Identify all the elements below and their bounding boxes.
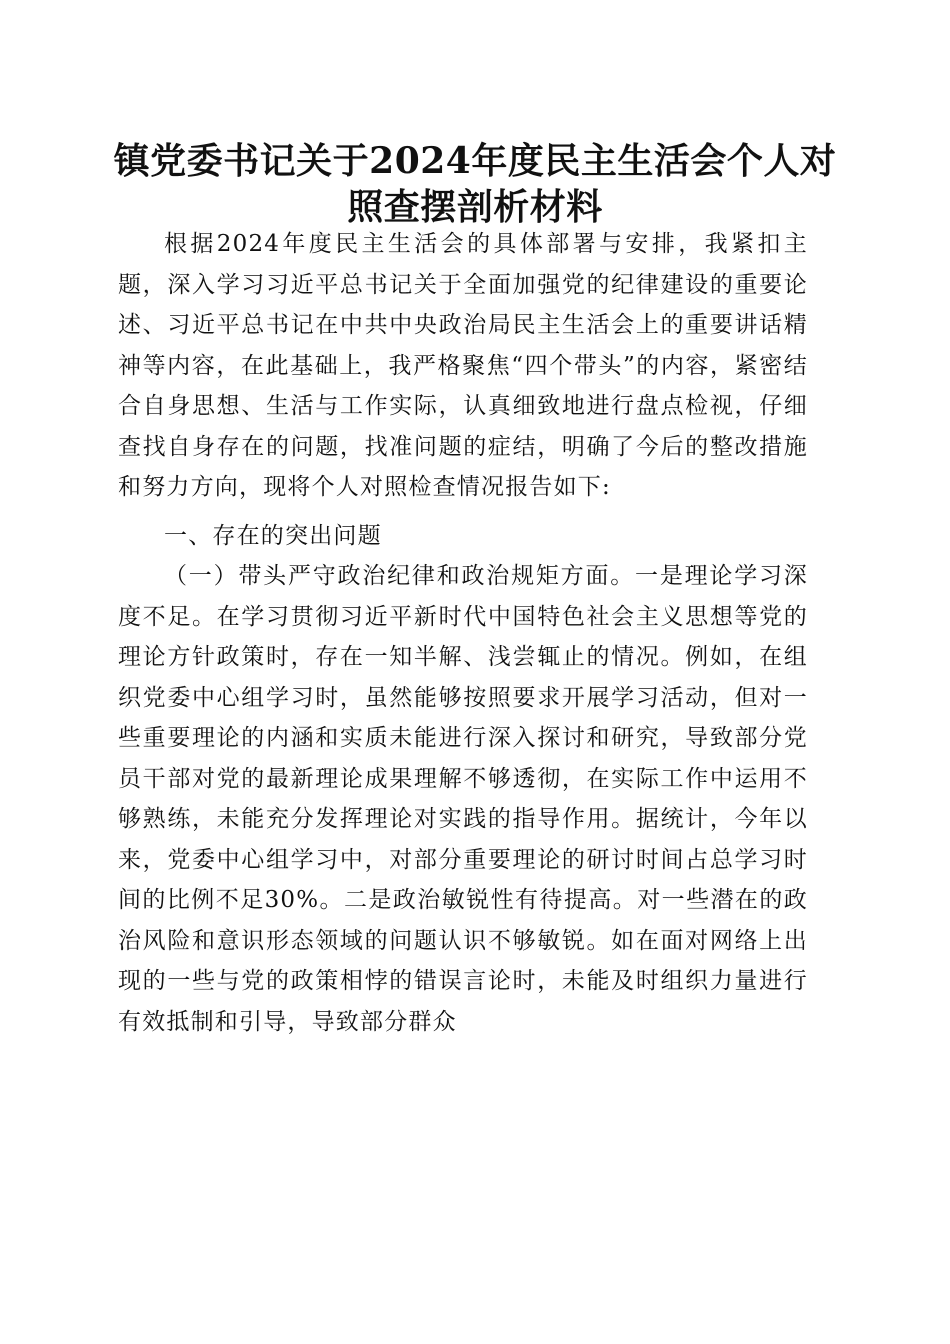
document-body bbox=[118, 224, 808, 1042]
document-title: 镇党委书记关于2024年度民主生活会个人对照查摆剖析材料 bbox=[113, 140, 837, 228]
section-heading-problems: 一、存在的突出问题 bbox=[164, 522, 382, 549]
subsection-body-text: 一是理论学习深度不足。在学习贯彻习近平新时代中国特色社会主义思想等党的理论方针政策时，存在一知半解、浅尝辄止的情况。例如，在组织党委中心组学习时，虽然能够按照要求开展学习活动，但对一些重要理论的内涵和实质未能进行深入探讨和研究，导致部分党员干部对党的最新理论成果理解不够透彻，在实际工作中运用不够熟练，未能充分发挥理论对实践的指导作用。据统计，今年以来，党委中心组学习中，对部分重要理论的研讨时间占总学习时间的比例不足30%。二是政治敏锐性有待提高。对一些潜在的政治风险和意识形态领域的问题认识不够敏锐。如在面对网络上出现的一些与党的政策相悖的错误言论时，未能及时组织力量进行有效抵制和引导，导致部分群众 bbox=[118, 563, 808, 1035]
subsection-paragraph-political-discipline bbox=[118, 556, 808, 1042]
intro-paragraph: 根据2024年度民主生活会的具体部署与安排，我紧扣主题，深入学习习近平总书记关于全面加强党的纪律建设的重要论述、习近平总书记在中共中央政治局民主生活会上的重要讲话精神等内容，在此基础上，我严格聚焦“四个带头”的内容，紧密结合自身思想、生活与工作实际，认真细致地进行盘点检视，仔细查找自身存在的问题，找准问题的症结，明确了今后的整改措施和努力方向，现将个人对照检查情况报告如下: bbox=[118, 231, 808, 500]
subsection-heading: （一）带头严守政治纪律和政治规矩方面。 bbox=[164, 563, 636, 589]
